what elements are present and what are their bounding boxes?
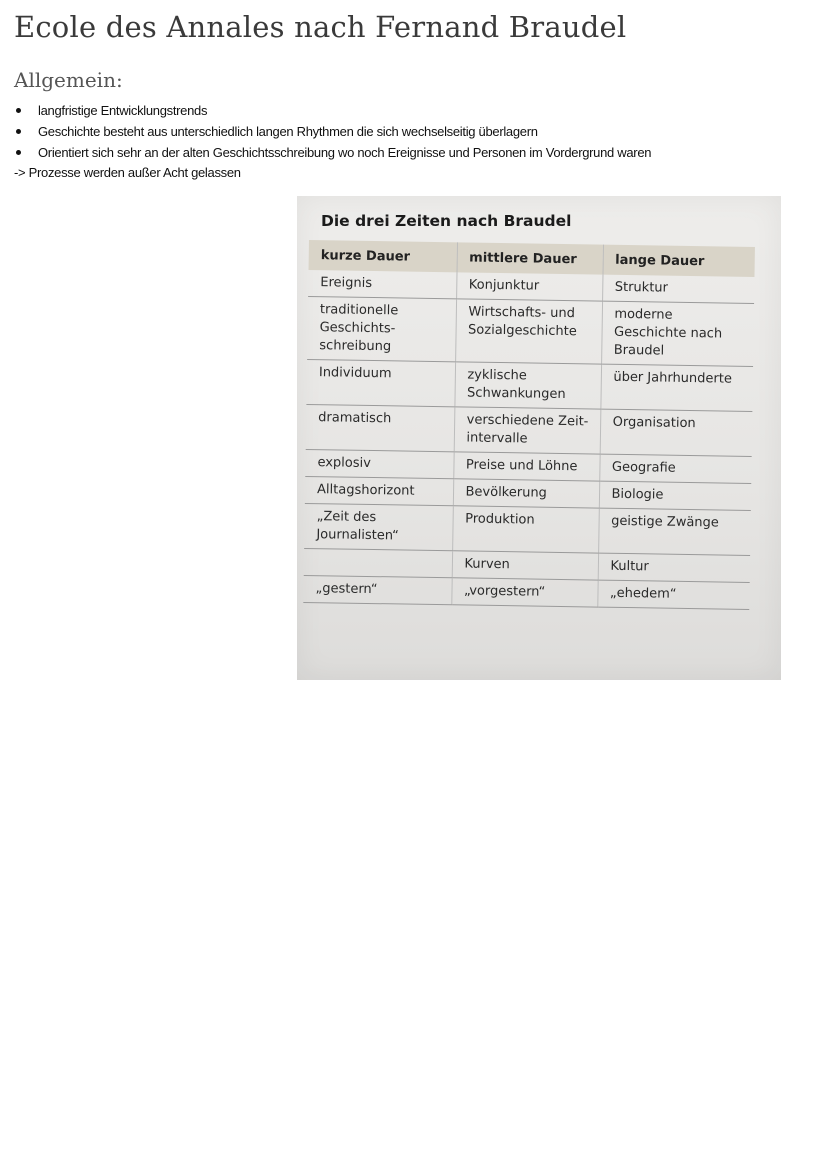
- header-cell: mittlere Dauer: [457, 242, 603, 274]
- table-cell: Konjunktur: [456, 272, 602, 301]
- table-cell: zyklische Schwankungen: [454, 362, 601, 409]
- bullet-dot-icon: [16, 129, 21, 134]
- table-cell: Preise und Löhne: [453, 452, 599, 481]
- table-row: [306, 359, 753, 411]
- bullet-list: [14, 100, 651, 163]
- document-title: Ecole des Annales nach Fernand Braudel: [14, 10, 627, 44]
- bullet-text: Geschichte besteht aus unterschiedlich langen Rhythmen die sich wechselseitig überlagern: [38, 124, 538, 139]
- bullet-text: Orientiert sich sehr an der alten Geschichtsschreibung wo noch Ereignisse und Personen im Vordergrund waren: [38, 145, 652, 160]
- bullet-text: langfristige Entwicklungstrends: [38, 103, 208, 118]
- table-cell: Kultur: [598, 553, 750, 582]
- table-cell: explosiv: [305, 449, 453, 478]
- table-cell: Wirtschafts- und Sozialgeschichte: [455, 299, 602, 364]
- table-cell: [304, 548, 452, 577]
- table-cell: „vorgestern“: [451, 578, 597, 607]
- bullet-item: [14, 142, 651, 163]
- bullet-item: [14, 121, 651, 142]
- table-cell: Kurven: [452, 551, 598, 580]
- table-cell: Bevölkerung: [453, 479, 599, 508]
- braudel-table: [303, 240, 755, 610]
- header-cell: lange Dauer: [602, 245, 754, 277]
- table-cell: „gestern“: [303, 575, 451, 604]
- table-cell: Produktion: [452, 506, 599, 553]
- table-cell: Organisation: [600, 409, 753, 456]
- table-row: [306, 404, 753, 456]
- header-cell: kurze Dauer: [309, 240, 457, 272]
- table-cell: Individuum: [306, 359, 455, 406]
- table-cell: „Zeit des Journalisten“: [304, 503, 453, 550]
- table-row: [303, 575, 749, 609]
- table-cell: verschiedene Zeit-intervalle: [454, 407, 601, 454]
- table-cell: traditionelle Geschichts-schreibung: [307, 296, 456, 361]
- table-cell: moderne Geschichte nach Braudel: [601, 301, 754, 366]
- bullet-item: [14, 100, 651, 121]
- bullet-dot-icon: [16, 108, 21, 113]
- table-cell: Geografie: [599, 454, 751, 483]
- table-cell: Biologie: [599, 481, 751, 510]
- table-row: [304, 503, 751, 555]
- table-cell: dramatisch: [306, 404, 455, 451]
- table-title: Die drei Zeiten nach Braudel: [321, 212, 572, 230]
- table-cell: über Jahrhunderte: [600, 364, 753, 411]
- table-cell: Alltagshorizont: [305, 476, 453, 505]
- table-row: [307, 296, 754, 366]
- table-cell: „ehedem“: [597, 580, 749, 609]
- table-cell: Struktur: [602, 275, 754, 304]
- table-cell: Ereignis: [308, 270, 456, 299]
- table-photo: [297, 196, 781, 680]
- section-heading: Allgemein:: [14, 68, 123, 92]
- bullet-dot-icon: [16, 150, 21, 155]
- note-line: -> Prozesse werden außer Acht gelassen: [14, 165, 241, 180]
- table-cell: geistige Zwänge: [598, 508, 751, 555]
